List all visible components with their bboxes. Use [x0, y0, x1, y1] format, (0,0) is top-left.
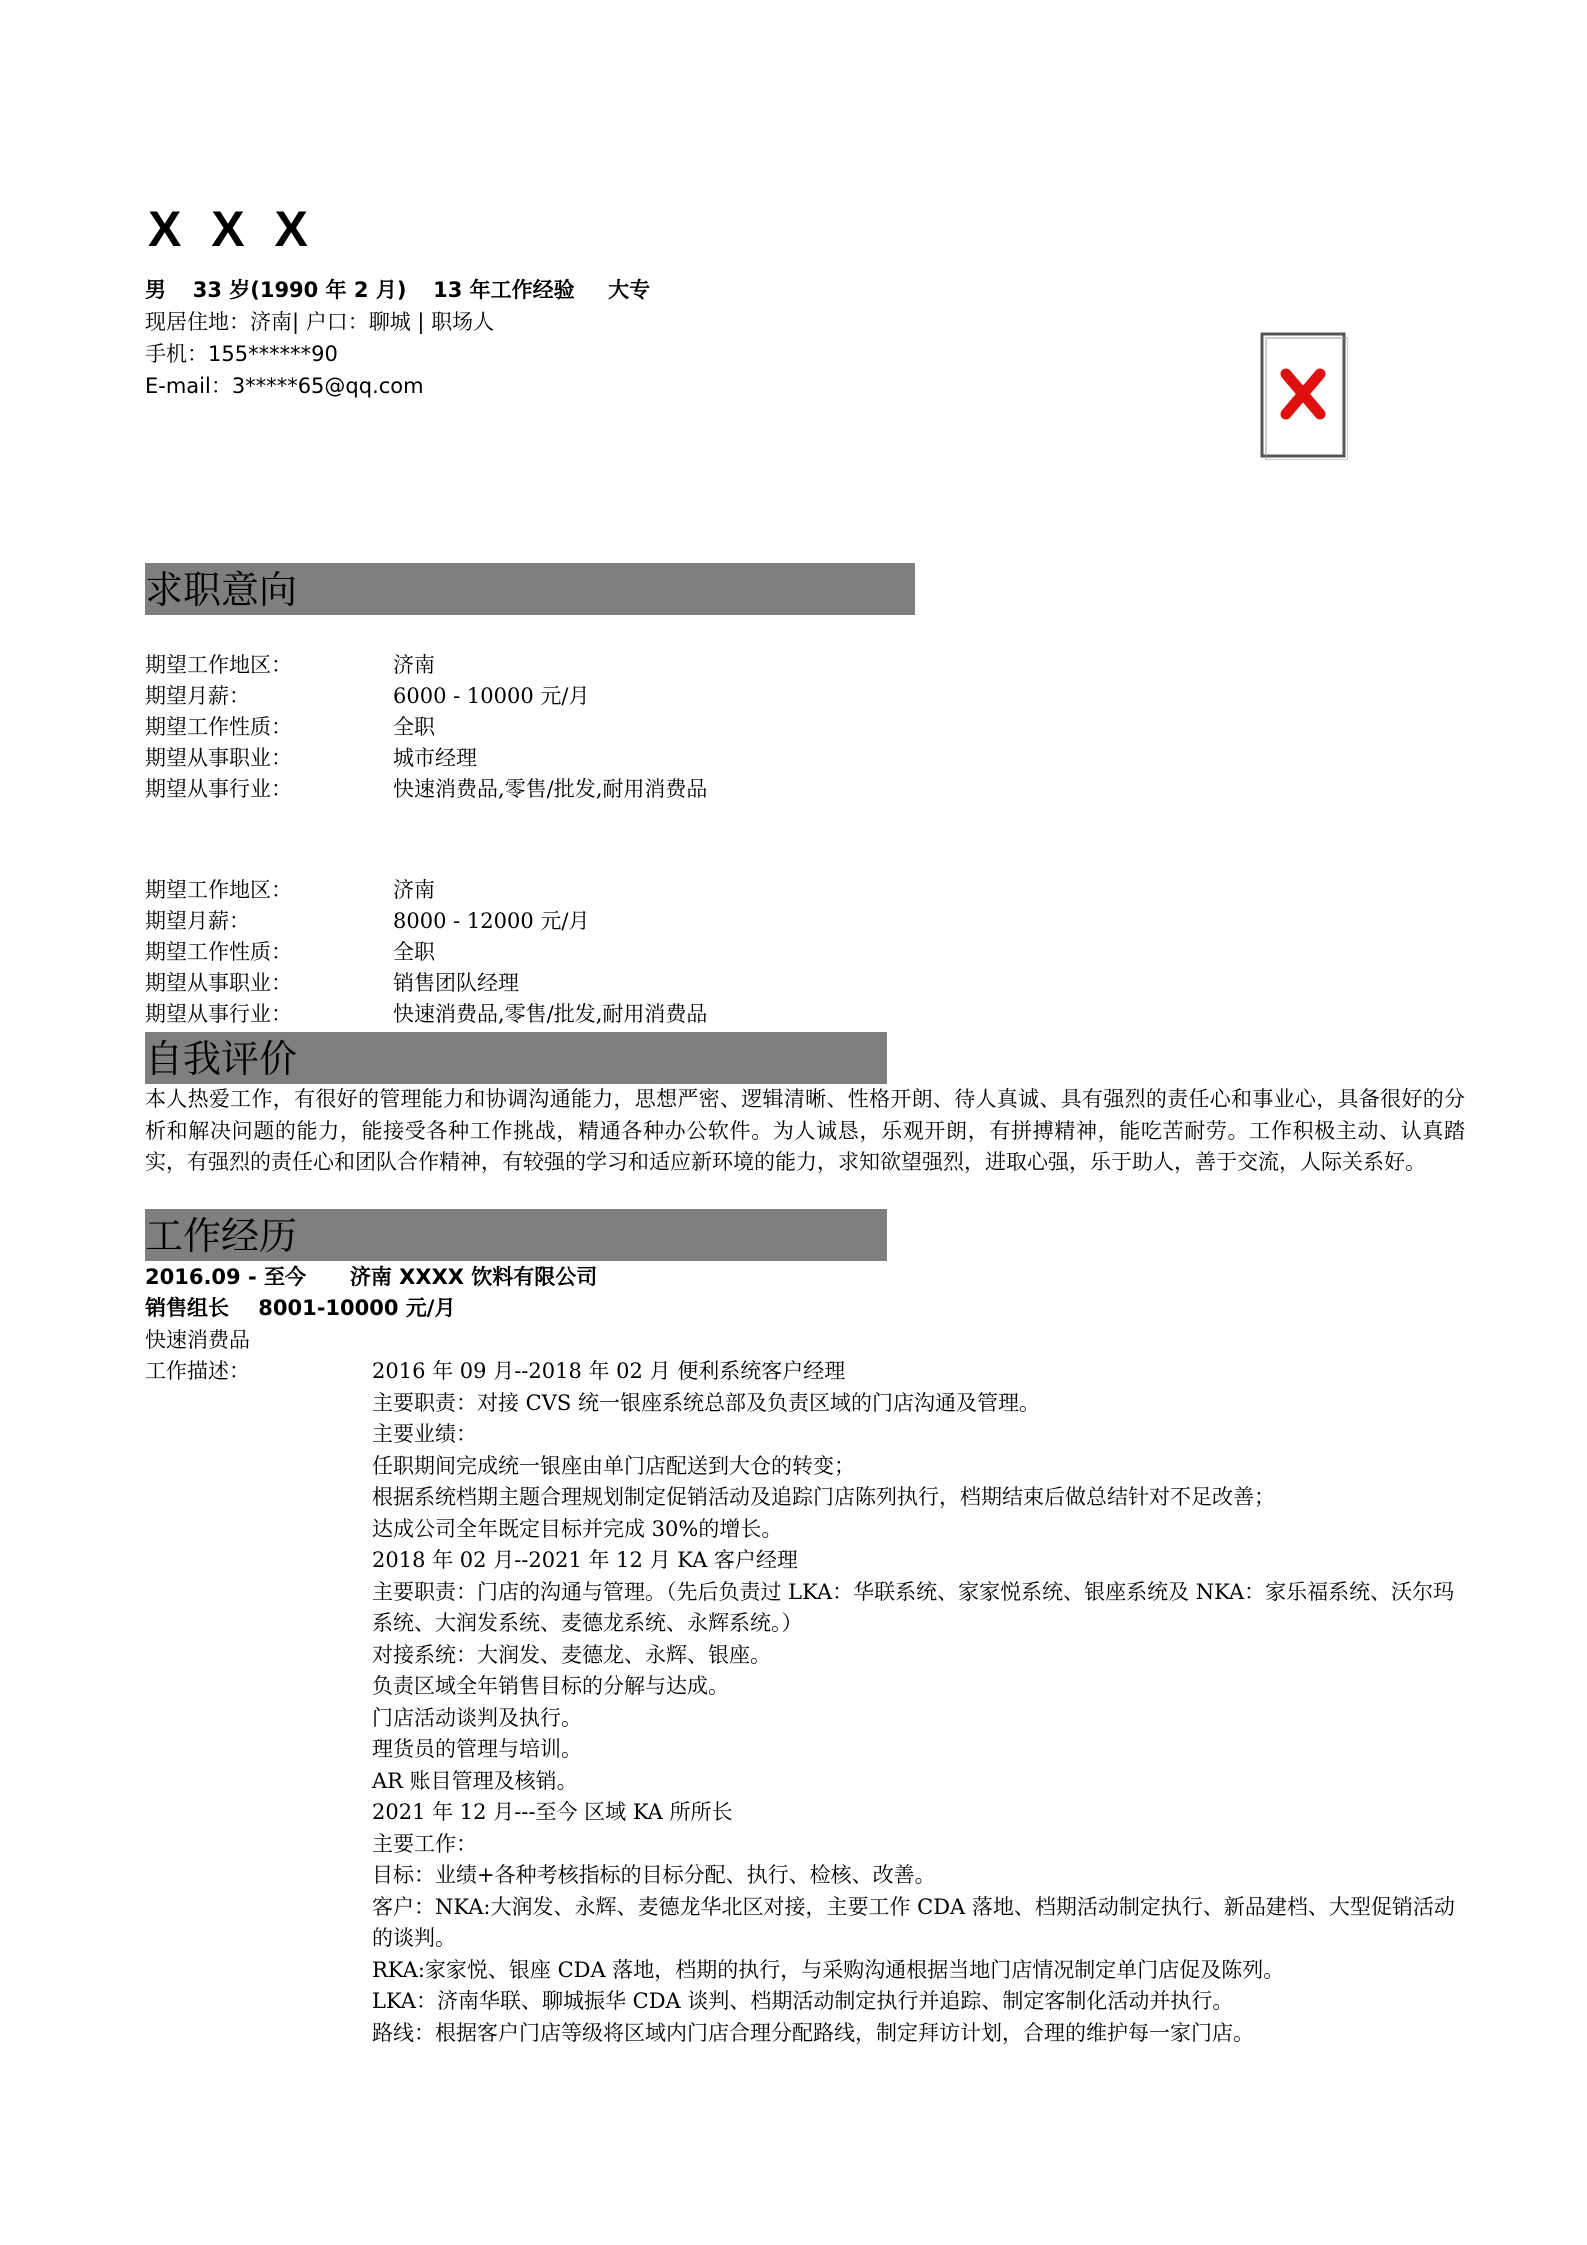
self-evaluation-text: 本人热爱工作，有很好的管理能力和协调沟通能力，思想严密、逻辑清晰、性格开朗、待人真诚、具有强烈的责任心和事业心，具备很好的分析和解决问题的能力，能接受各种工作挑战，精通各种办公软件。为人诚恳，乐观开朗，有拼搏精神，能吃苦耐劳。工作积极主动、认真踏实，有强烈的责任心和团队合作精神，有较强的学习和适应新环境的能力，求知欲望强烈，进取心强，乐于助人，善于交流，人际关系好。 [145, 1087, 1465, 1174]
phone-line: 手机：155******90 [145, 342, 338, 366]
desc-line: 负责区域全年销售目标的分解与达成。 [372, 1674, 729, 1698]
desc-line: 主要工作： [372, 1831, 477, 1856]
work-period-line [145, 1262, 597, 1294]
work-desc-label: 工作描述： [145, 1359, 250, 1383]
company-name: 济南 XXXX 饮料有限公司 [349, 1265, 598, 1289]
intent-key: 期望从事职业： [145, 971, 292, 995]
desc-line: 根据系统档期主题合理规划制定促销活动及追踪门店陈列执行，档期结束后做总结针对不足改善； [372, 1485, 1275, 1509]
desc-line: AR 账目管理及核销。 [372, 1768, 578, 1793]
intent-key: 期望工作性质： [145, 715, 292, 739]
intent-value: 济南 [393, 878, 435, 902]
section-self-eval-header [145, 1032, 887, 1084]
section-title: 求职意向 [145, 563, 301, 615]
section-title: 工作经历 [145, 1209, 301, 1261]
industry: 快速消费品 [145, 1328, 250, 1352]
desc-line: 主要职责：对接 CVS 统一银座系统总部及负责区域的门店沟通及管理。 [372, 1390, 1040, 1415]
email-line: E-mail：3*****65@qq.com [145, 374, 424, 398]
desc-line: 主要职责：门店的沟通与管理。（先后负责过 LKA：华联系统、家家悦系统、银座系统及 NKA：家乐福系统、沃尔玛系统、大润发系统、麦德龙系统、永辉系统。） [372, 1579, 1455, 1635]
age: 33 岁(1990 年 2 月) [192, 278, 407, 302]
desc-line: 客户：NKA:大润发、永辉、麦德龙华北区对接，主要工作 CDA 落地、档期活动制定执行、新品建档、大型促销活动的谈判。 [372, 1894, 1455, 1950]
intent-key: 期望从事行业： [145, 1002, 292, 1026]
education: 大专 [608, 278, 651, 302]
desc-line: 门店活动谈判及执行。 [372, 1705, 582, 1730]
work-experience: 13 年工作经验 [433, 278, 575, 302]
intent-key: 期望工作地区： [145, 653, 292, 677]
desc-line: 路线：根据客户门店等级将区域内门店合理分配路线，制定拜访计划，合理的维护每一家门店。 [372, 2020, 1254, 2045]
intent-value: 城市经理 [393, 746, 477, 770]
intent-key: 期望月薪： [145, 909, 250, 933]
intent-key: 期望工作地区： [145, 878, 292, 902]
position: 销售组长 [145, 1296, 229, 1320]
profile-photo [1258, 330, 1348, 460]
desc-line: LKA：济南华联、聊城振华 CDA 谈判、档期活动制定执行并追踪、制定客制化活动并执行。 [372, 1989, 1234, 2013]
intent-value: 济南 [393, 653, 435, 677]
desc-line: RKA:家家悦、银座 CDA 落地，档期的执行，与采购沟通根据当地门店情况制定单门店促及陈列。 [372, 1957, 1285, 1982]
desc-line: 任职期间完成统一银座由单门店配送到大仓的转变； [372, 1453, 855, 1478]
desc-line: 对接系统：大润发、麦德龙、永辉、银座。 [372, 1642, 771, 1667]
intent-value: 销售团队经理 [393, 971, 519, 995]
residence-line: 现居住地：济南| 户口：聊城 | 职场人 [145, 310, 495, 334]
basic-info-line [145, 274, 650, 306]
salary: 8001-10000 元/月 [258, 1296, 456, 1320]
work-period: 2016.09 - 至今 [145, 1265, 306, 1289]
intent-value: 全职 [393, 940, 435, 964]
desc-line: 目标：业绩+各种考核指标的目标分配、执行、检核、改善。 [372, 1863, 936, 1887]
work-description [372, 1356, 1472, 2049]
gender: 男 [145, 278, 166, 302]
intent-key: 期望月薪： [145, 684, 250, 708]
desc-line: 达成公司全年既定目标并完成 30%的增长。 [372, 1516, 783, 1541]
desc-line: 理货员的管理与培训。 [372, 1737, 582, 1761]
position-line [145, 1293, 455, 1325]
intent-value: 快速消费品,零售/批发,耐用消费品 [393, 777, 708, 801]
intent-key: 期望工作性质： [145, 940, 292, 964]
desc-line: 2018 年 02 月--2021 年 12 月 KA 客户经理 [372, 1548, 798, 1572]
candidate-name: X X X [148, 201, 316, 257]
intent-key: 期望从事职业： [145, 746, 292, 770]
desc-line: 2016 年 09 月--2018 年 02 月 便利系统客户经理 [372, 1359, 846, 1383]
broken-image-icon [1258, 330, 1348, 460]
desc-line: 2021 年 12 月---至今 区域 KA 所所长 [372, 1800, 733, 1824]
intent-value: 6000 - 10000 元/月 [393, 684, 590, 708]
section-job-intent-header [145, 563, 915, 615]
section-title: 自我评价 [145, 1032, 301, 1084]
desc-line: 主要业绩： [372, 1422, 477, 1446]
intent-value: 快速消费品,零售/批发,耐用消费品 [393, 1002, 708, 1026]
intent-value: 8000 - 12000 元/月 [393, 909, 590, 933]
intent-value: 全职 [393, 715, 435, 739]
intent-key: 期望从事行业： [145, 777, 292, 801]
section-work-history-header [145, 1209, 887, 1261]
